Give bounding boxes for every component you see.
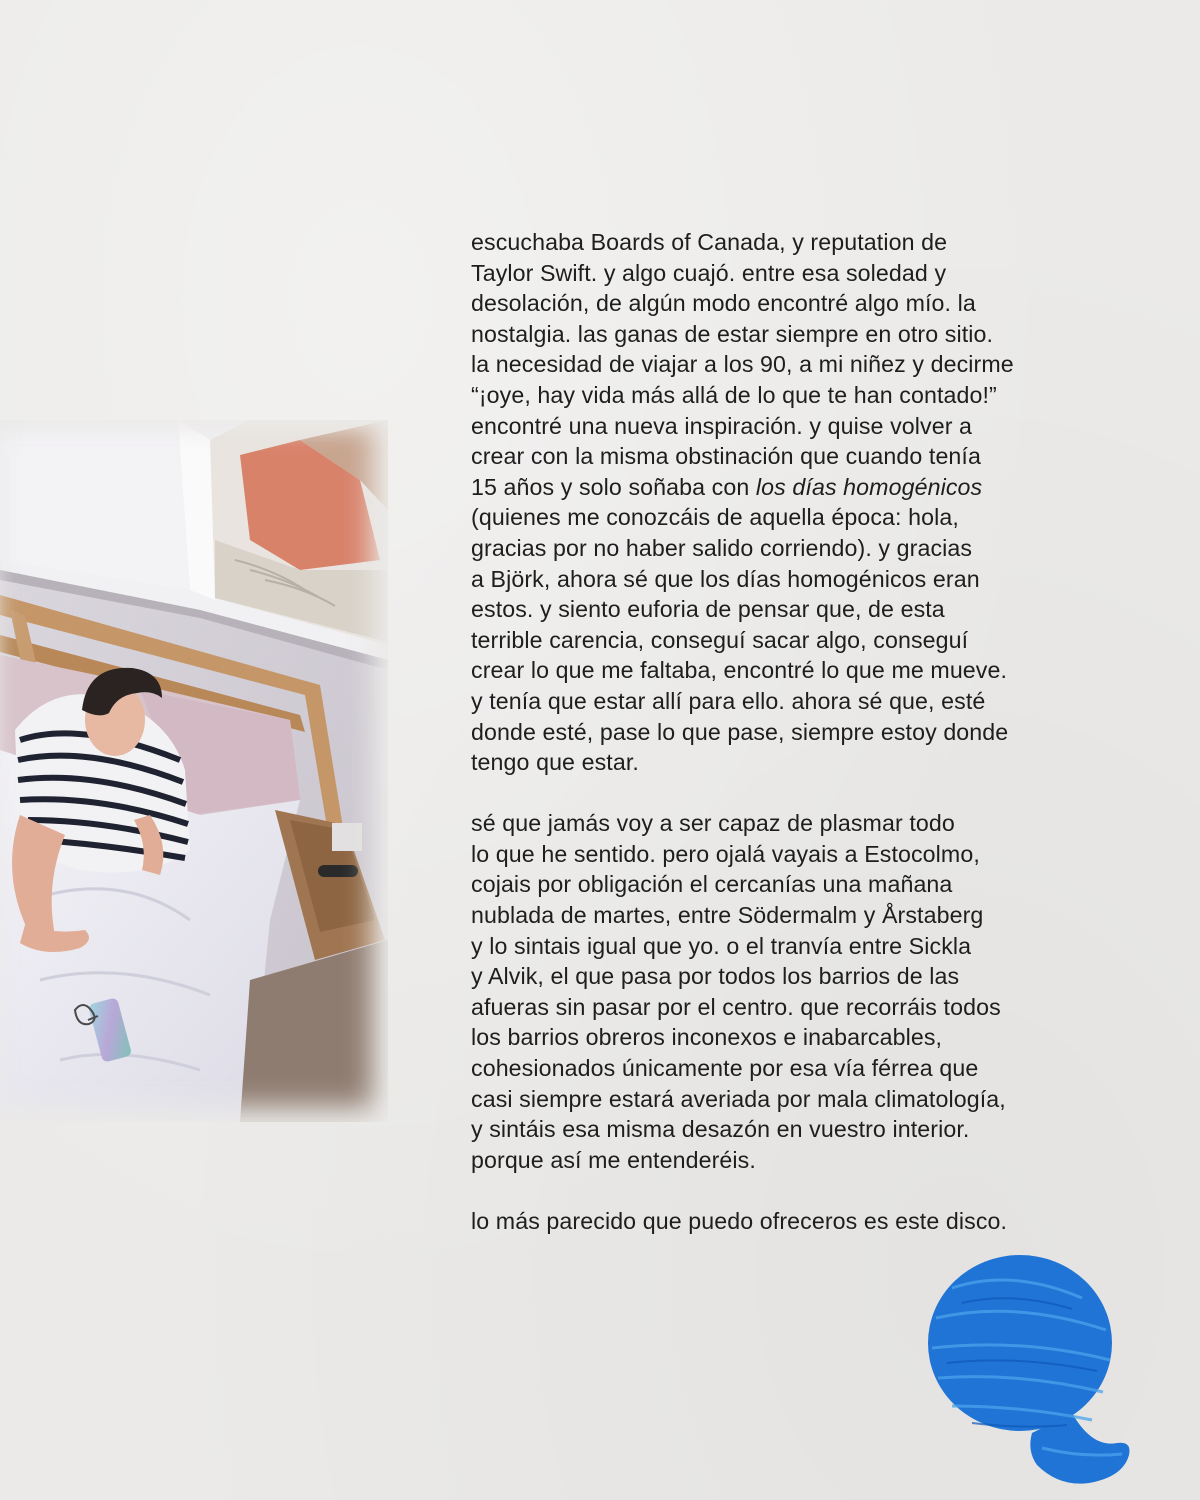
text-line: afueras sin pasar por el centro. que recorráis todos bbox=[471, 993, 1001, 1020]
text-line: la necesidad de viajar a los 90, a mi niñez y decirme bbox=[471, 351, 1014, 378]
text-line: y lo sintais igual que yo. o el tranvía entre Sickla bbox=[471, 932, 972, 959]
text-line: y tenía que estar allí para ello. ahora sé que, esté bbox=[471, 687, 986, 714]
text-line: gracias por no haber salido corriendo). y gracias bbox=[471, 534, 973, 561]
text-line: casi siempre estará averiada por mala climatología, bbox=[471, 1085, 1006, 1112]
text-line: escuchaba Boards of Canada, y reputation de bbox=[471, 229, 948, 255]
text-line: sé que jamás voy a ser capaz de plasmar todo bbox=[471, 810, 955, 837]
text-line: lo más parecido que puedo ofreceros es este disco. bbox=[471, 1208, 1008, 1234]
text-line: y sintáis esa misma desazón en vuestro interior. bbox=[471, 1116, 970, 1143]
text-line: estos. y siento euforia de pensar que, de esta bbox=[471, 596, 945, 623]
text-line: cojais por obligación el cercanías una mañana bbox=[471, 871, 953, 898]
text-line-mixed bbox=[471, 472, 1171, 503]
text-line: encontré una nueva inspiración. y quise volver a bbox=[471, 412, 973, 439]
paragraph-2 bbox=[471, 808, 1171, 1175]
paragraph-1 bbox=[471, 227, 1171, 778]
text-line: a Björk, ahora sé que los días homogénicos eran bbox=[471, 565, 980, 592]
text-line: y Alvik, el que pasa por todos los barrios de las bbox=[471, 963, 960, 990]
text-line: tengo que estar. bbox=[471, 749, 639, 776]
text-line: “¡oye, hay vida más allá de lo que te han contado!” bbox=[471, 381, 997, 408]
text-line: crear con la misma obstinación que cuando tenía bbox=[471, 443, 981, 470]
text-line: (quienes me conozcáis de aquella época: hola, bbox=[471, 504, 959, 531]
text-line: crear lo que me faltaba, encontré lo que me mueve. bbox=[471, 657, 1008, 684]
blue-brush-q-icon bbox=[922, 1248, 1132, 1493]
body-text bbox=[471, 227, 1171, 1267]
text-line: porque así me entenderéis. bbox=[471, 1146, 756, 1173]
album-title-italic: los días homogénicos bbox=[755, 473, 983, 500]
text-segment: 15 años y solo soñaba con bbox=[471, 473, 756, 500]
paragraph-3 bbox=[471, 1206, 1171, 1237]
text-line: donde esté, pase lo que pase, siempre estoy donde bbox=[471, 718, 1009, 745]
person-on-bed-photo bbox=[0, 420, 388, 1122]
text-line: desolación, de algún modo encontré algo mío. la bbox=[471, 290, 976, 317]
text-line: los barrios obreros inconexos e inabarcables, bbox=[471, 1024, 943, 1051]
text-line: lo que he sentido. pero ojalá vayais a Estocolmo, bbox=[471, 840, 980, 867]
photo-illustration bbox=[0, 420, 388, 1122]
text-line: terrible carencia, conseguí sacar algo, conseguí bbox=[471, 626, 969, 653]
text-line: cohesionados únicamente por esa vía férrea que bbox=[471, 1055, 979, 1082]
text-line: nublada de martes, entre Södermalm y Årstaberg bbox=[471, 902, 984, 929]
text-line: Taylor Swift. y algo cuajó. entre esa soledad y bbox=[471, 259, 947, 286]
text-line: nostalgia. las ganas de estar siempre en otro sitio. bbox=[471, 320, 994, 347]
